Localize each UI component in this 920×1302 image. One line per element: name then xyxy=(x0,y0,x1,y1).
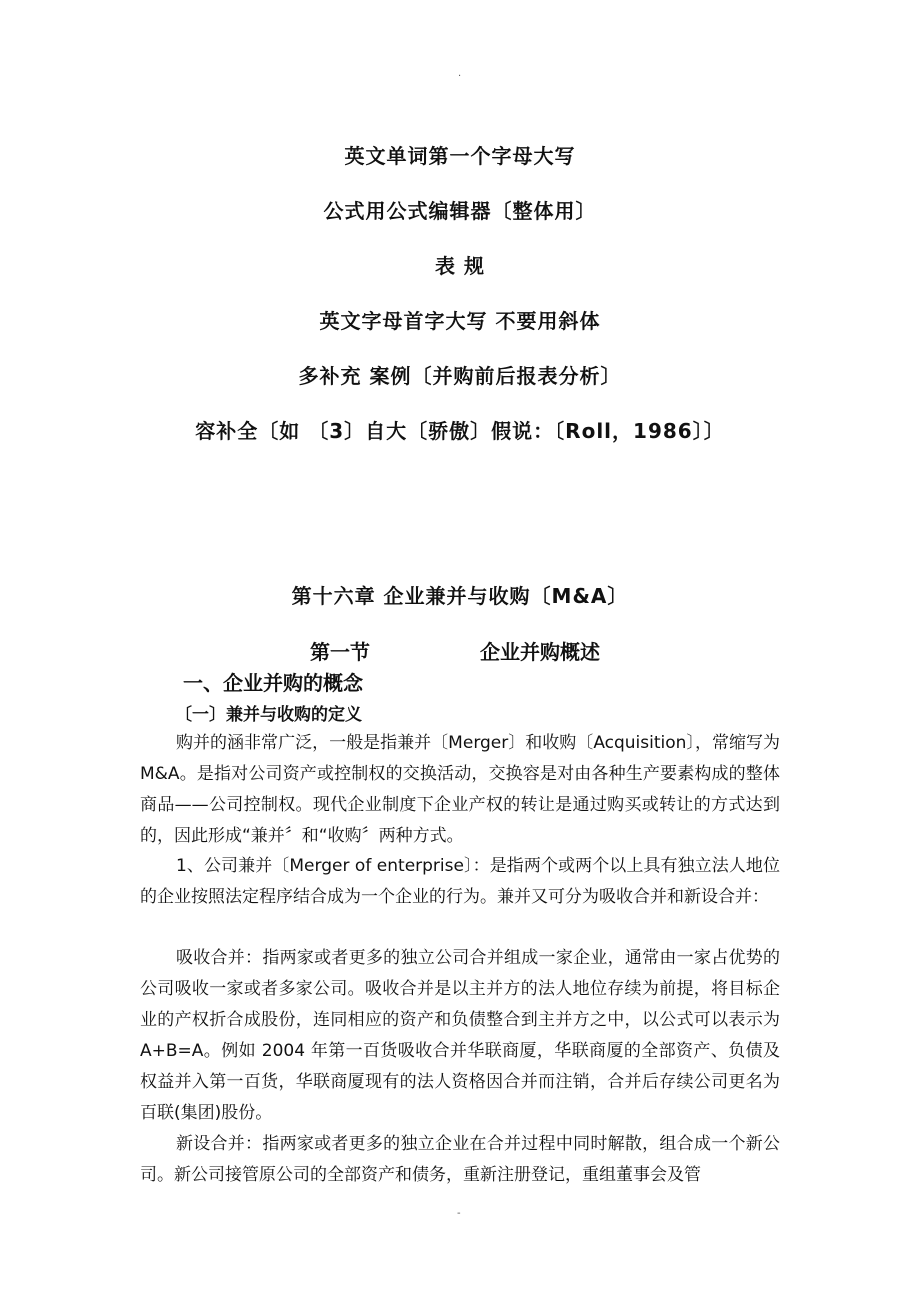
paragraph-consolidation: 新设合并：指两家或者更多的独立企业在合并过程中同时解散，组合成一个新公司。新公司接管原公司的全部资产和债务，重新注册登记，重组董事会及管 xyxy=(140,1134,780,1185)
section-number: 第一节 xyxy=(310,640,370,664)
section-title: 企业并购概述 xyxy=(480,640,600,664)
footer-mark: - xyxy=(457,1208,461,1219)
paragraph-definition: 购并的涵非常广泛，一般是指兼并〔Merger〕和收购〔Acquisition〕，常缩写为 M&A。是指对公司资产或控制权的交换活动，交换容是对由各种生产要素构成的整体商品——公司控制权。现代企业制度下企业产权的转让是通过购买或转让的方式达到的，因此形成“兼并〞和“收购〞两种方式。 xyxy=(140,733,780,846)
paragraph-merger: 1、公司兼并〔Merger of enterprise〕：是指两个或两个以上具有独立法人地位的企业按照法定程序结合成为一个企业的行为。兼并又可分为吸收合并和新设合并： xyxy=(140,856,780,907)
header-mark: . xyxy=(458,68,462,79)
note-line-2: 公式用公式编辑器〔整体用〕 xyxy=(323,199,597,223)
note-line-6: 容补全〔如 〔3〕自大〔骄傲〕假说：〔Roll，1986〕〕 xyxy=(195,419,725,443)
note-line-1: 英文单词第一个字母大写 xyxy=(344,144,576,168)
note-line-3: 表 规 xyxy=(435,254,485,278)
chapter-title: 第十六章 企业兼并与收购〔M&A〕 xyxy=(291,584,629,608)
paragraph-absorption-merger: 吸收合并：指两家或者更多的独立公司合并组成一家企业，通常由一家占优势的公司吸收一家或者多家公司。吸收合并是以主并方的法人地位存续为前提，将目标企业的产权折合成股份，连同相应的资产和负债整合到主并方之中，以公式可以表示为 A+B=A。例如 2004 年第一百货吸收合并华联商厦，华联商厦的全部资产、负债及权益并入第一百货，华联商厦现有的法人资格因合并而注销，合并后存续公司更名为百联(集团)股份。 xyxy=(140,948,780,1123)
heading-level-2: 〔一〕兼并与收购的定义 xyxy=(175,705,362,725)
note-line-5: 多补充 案例〔并购前后报表分析〕 xyxy=(298,364,622,388)
note-line-4: 英文字母首字大写 不要用斜体 xyxy=(319,309,601,333)
heading-level-1: 一、企业并购的概念 xyxy=(183,671,363,695)
